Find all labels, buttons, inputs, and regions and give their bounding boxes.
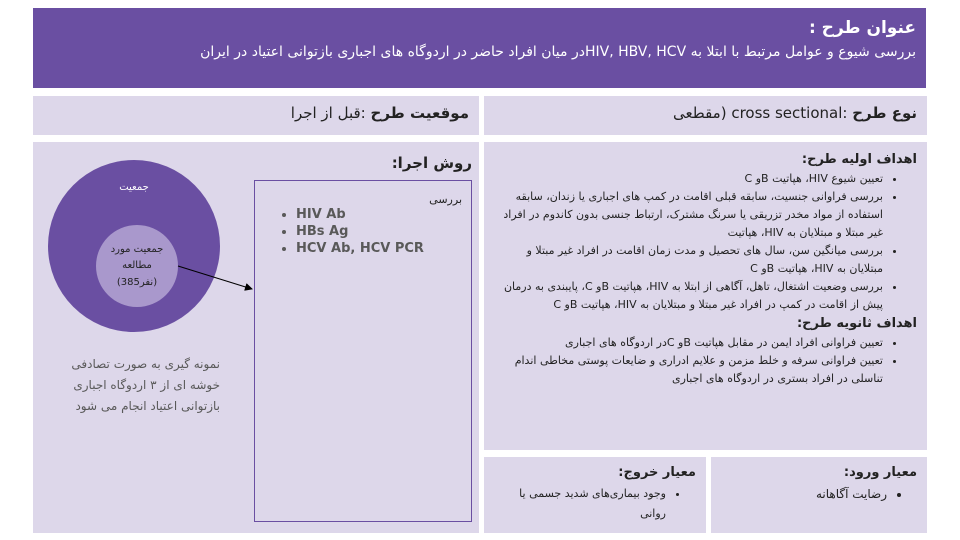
exit-criteria-title: معیار خروج: (618, 465, 696, 480)
exit-criteria-box (484, 457, 706, 533)
survey-item: • HBs Ag (296, 223, 468, 240)
survey-list (278, 206, 468, 257)
design-type-label: نوع طرح (852, 104, 917, 122)
exit-criteria-list (494, 484, 696, 524)
goals-panel (484, 142, 927, 450)
study-population-label-1: جمعیت مورد (110, 244, 164, 255)
entry-criteria-item: • رضایت آگاهانه (721, 484, 887, 504)
study-population-label-3: (385نفر) (116, 277, 158, 288)
population-label: جمعیت (119, 182, 149, 193)
status-value: :قبل از اجرا (290, 104, 366, 122)
design-type-box (484, 96, 927, 135)
secondary-goal-item: • تعیین فراوانی افراد ایمن در مقابل هپاتیت Bو Cدر اردوگاه های اجباری (494, 334, 883, 352)
primary-goal-item: • بررسی میانگین سن، سال های تحصیل و مدت زمان اقامت در افراد غیر مبتلا و مبتلایان به HIV، هپاتیت Bو C (494, 242, 883, 278)
method-title: روش اجرا: (391, 154, 472, 172)
exit-criteria-item: • وجود بیماری‌های شدید جسمی یا روانی (494, 484, 666, 524)
survey-item: • HIV Ab (296, 206, 468, 223)
study-population-label-2: مطالعه (122, 260, 152, 271)
entry-criteria-title: معیار ورود: (843, 465, 917, 480)
status-box (33, 96, 479, 135)
primary-goal-item: • تعیین شیوع HIV، هپاتیت Bو C (494, 170, 883, 188)
survey-item: • HCV Ab, HCV PCR (296, 240, 468, 257)
sampling-text: نمونه گیری به صورت تصادفی خوشه ای از ۳ اردوگاه اجباری بازتوانی اعتیاد انجام می شود (71, 357, 220, 413)
title-heading: عنوان طرح : (808, 18, 916, 38)
design-type-value: :cross sectional (مقطعی (673, 104, 848, 122)
secondary-goals-title: اهداف ثانویه طرح: (796, 316, 917, 331)
primary-goals-list (494, 170, 917, 314)
secondary-goal-item: • تعیین فراوانی سرفه و خلط مزمن و علایم ادراری و ضایعات پوستی مخاطی اندام تناسلی در افراد بستری در اردوگاه های اجباری (494, 352, 883, 388)
primary-goals-title: اهداف اولیه طرح: (801, 152, 917, 167)
title-subtitle: بررسی شیوع و عوامل مرتبط با ابتلا به HIV, HBV, HCVدر میان افراد حاضر در اردوگاه های اجباری بازتوانی اعتیاد در ایران (200, 44, 916, 60)
entry-criteria-list (721, 484, 917, 504)
secondary-goals-list (494, 334, 917, 388)
primary-goal-item: • بررسی فراوانی جنسیت، سابقه قبلی اقامت در کمپ های اجباری یا زندان، سابقه استفاده از مواد مخدر تزریقی یا سرنگ مشترک، ارتباط جنسی بدون کاندوم در افراد غیر مبتلا و مبتلایان به HIV، هپاتیت (494, 188, 883, 242)
status-label: موقعیت طرح (370, 104, 469, 122)
entry-criteria-box (711, 457, 927, 533)
primary-goal-item: • بررسی وضعیت اشتغال، تاهل، آگاهی از ابتلا به HIV، هپاتیت Bو C، پایبندی به درمان پیش از اقامت در کمپ در افراد غیر مبتلا و مبتلایان به HIV، هپاتیت Bو C (494, 278, 883, 314)
survey-heading: بررسی (429, 193, 462, 206)
title-banner (33, 8, 926, 88)
